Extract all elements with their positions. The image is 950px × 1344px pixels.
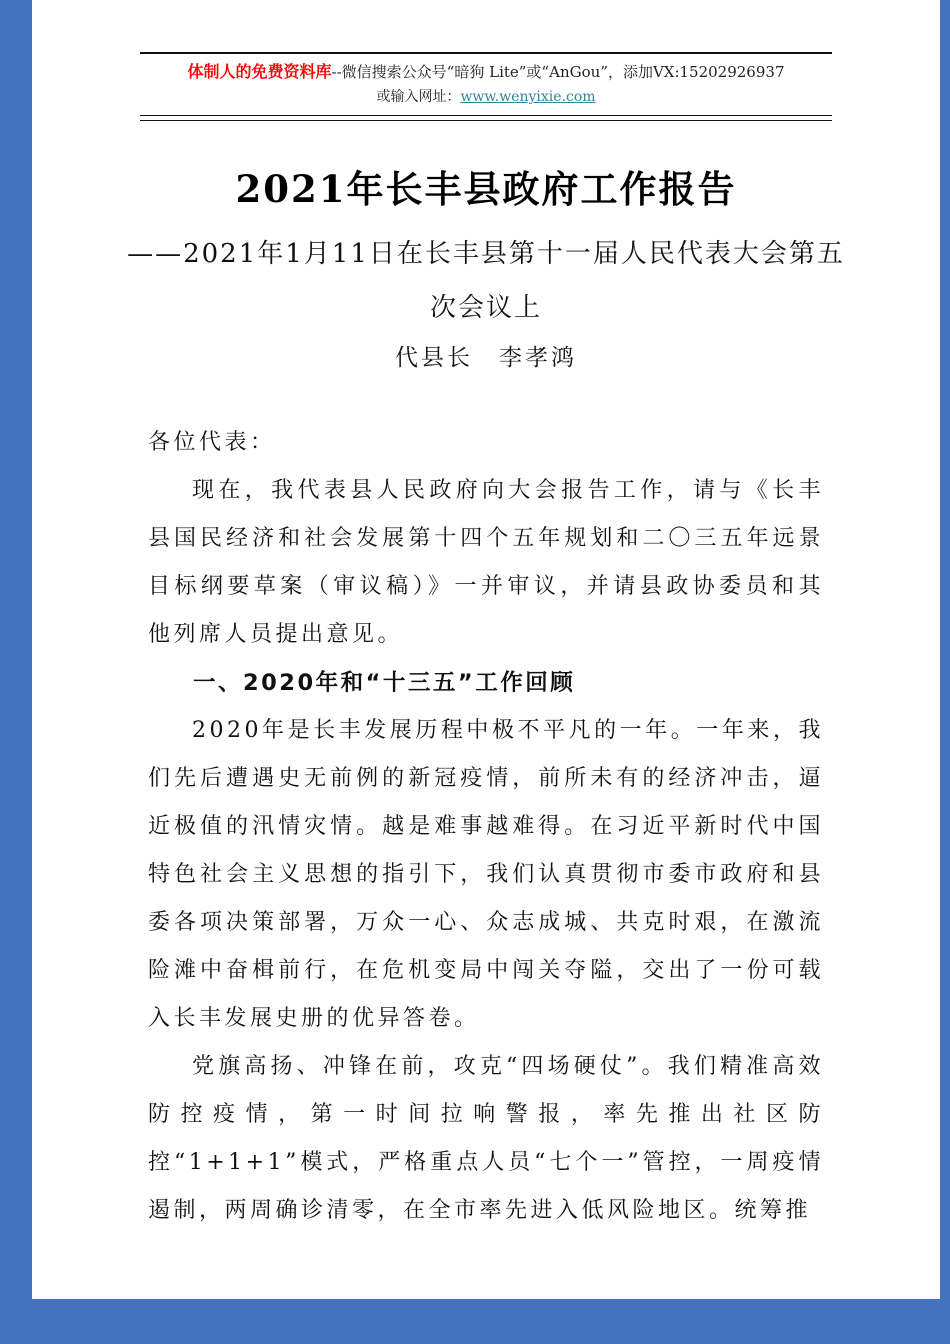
paragraph-2: 2020年是长丰发展历程中极不平凡的一年。一年来，我们先后遭遇史无前例的新冠疫情，前所未有的经济冲击，逼近极值的汛情灾情。越是难事越难得。在习近平新时代中国特色社会主义思想的指引下，我们认真贯彻市委市政府和县委各项决策部署，万众一心、众志成城、共克时艰，在激流险滩中奋楫前行，在危机变局中闯关夺隘，交出了一份可载入长丰发展史册的优异答卷。 xyxy=(148,718,824,1031)
document-body xyxy=(148,419,824,1235)
header-url-label: 或输入网址： xyxy=(376,89,461,105)
header-rule xyxy=(140,120,832,121)
paragraph-3: 党旗高扬、冲锋在前，攻克“四场硬仗”。我们精准高效防控疫情，第一时间拉响警报，率先推出社区防控“1+1+1”模式，严格重点人员“七个一”管控，一周疫情遏制，两周确诊清零，在全市率先进入低风险地区。统筹推 xyxy=(148,1054,824,1223)
document-subtitle: ——2021年1月11日在长丰县第十一届人民代表大会第五次会议上 xyxy=(127,239,845,323)
header-url-link[interactable]: www.wenyixie.com xyxy=(460,89,596,105)
document-title: 2021年长丰县政府工作报告 xyxy=(235,167,737,211)
header-line2 xyxy=(144,87,828,107)
paragraph-1: 现在，我代表县人民政府向大会报告工作，请与《长丰县国民经济和社会发展第十四个五年规划和二〇三五年远景目标纲要草案（审议稿）》一并审议，并请县政协委员和其他列席人员提出意见。 xyxy=(148,478,824,647)
header-source-name: 体制人的免费资料库 xyxy=(187,62,332,81)
document-author: 代县长 李孝鸿 xyxy=(395,345,577,371)
header-source-info: --微信搜索公众号“暗狗 Lite”或“AnGou”，添加VX:15202926937 xyxy=(331,63,785,81)
section-heading: 一、2020年和“十三五”工作回顾 xyxy=(193,670,576,696)
header-line1 xyxy=(144,61,828,83)
page-header xyxy=(140,52,832,116)
document-page xyxy=(32,0,940,1299)
salutation: 各位代表： xyxy=(148,430,276,455)
